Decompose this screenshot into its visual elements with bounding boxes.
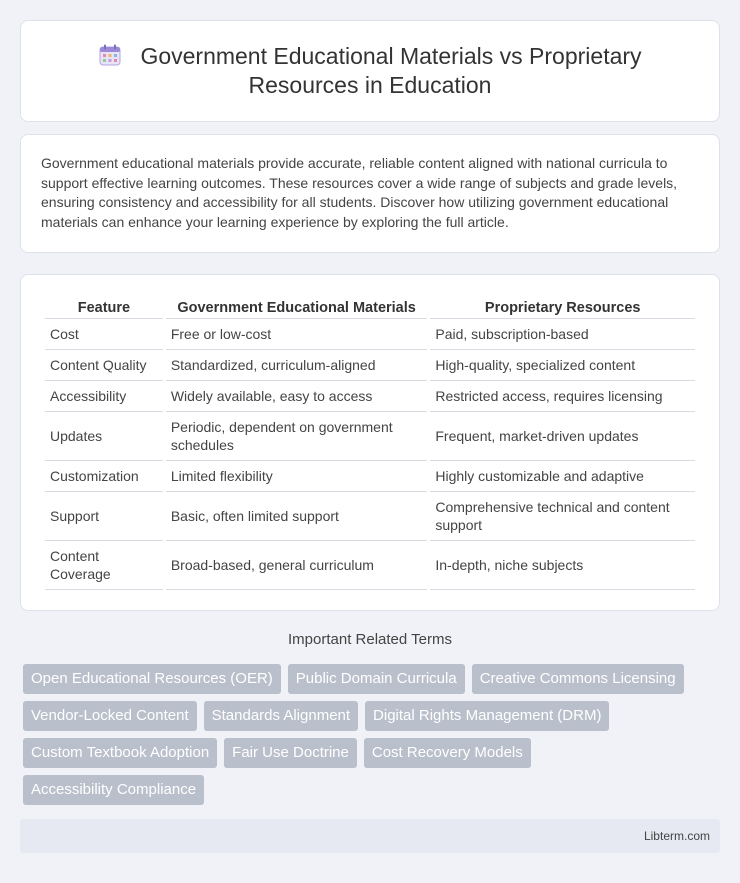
table-cell-government: Broad-based, general curriculum [166,541,428,590]
table-header-row [45,295,695,319]
table-row [45,381,695,412]
table-cell-proprietary: In-depth, niche subjects [430,541,695,590]
title-card [20,20,720,122]
table-cell-proprietary: Highly customizable and adaptive [430,461,695,492]
term-chip[interactable]: Digital Rights Management (DRM) [365,701,609,731]
term-chip[interactable]: Public Domain Curricula [288,664,465,694]
page-title-container [70,42,670,100]
table-cell-feature: Content Quality [45,350,163,381]
table-row [45,350,695,381]
term-chip[interactable]: Creative Commons Licensing [472,664,684,694]
intro-card [20,134,720,253]
table-header-government: Government Educational Materials [166,295,428,319]
table-cell-feature: Cost [45,319,163,350]
table-cell-proprietary: High-quality, specialized content [430,350,695,381]
table-row [45,492,695,541]
table-cell-government: Free or low-cost [166,319,428,350]
table-row [45,541,695,590]
table-cell-proprietary: Paid, subscription-based [430,319,695,350]
related-terms-heading: Important Related Terms [288,631,452,648]
table-cell-proprietary: Restricted access, requires licensing [430,381,695,412]
table-row [45,412,695,461]
intro-paragraph: Government educational materials provide accurate, reliable content aligned with national curricula to support effective learning outcomes. These resources cover a wide range of subjects and grade levels, ensuring consistency and accessibility for all students. Discover how utilizing government educational materials can enhance your learning experience by exploring the full article. [41,155,678,230]
table-header-feature: Feature [45,295,163,319]
table-cell-government: Limited flexibility [166,461,428,492]
table-cell-government: Basic, often limited support [166,492,428,541]
term-chip[interactable]: Vendor-Locked Content [23,701,197,731]
term-chip[interactable]: Fair Use Doctrine [224,738,357,768]
table-cell-feature: Content Coverage [45,541,163,590]
table-cell-proprietary: Comprehensive technical and content support [430,492,695,541]
term-chip[interactable]: Standards Alignment [204,701,358,731]
table-cell-government: Standardized, curriculum-aligned [166,350,428,381]
comparison-table-card [20,274,720,611]
term-chip[interactable]: Open Educational Resources (OER) [23,664,281,694]
table-cell-feature: Accessibility [45,381,163,412]
table-cell-proprietary: Frequent, market-driven updates [430,412,695,461]
calendar-icon [98,43,122,67]
page-title: Government Educational Materials vs Proprietary Resources in Education [140,43,642,98]
table-cell-feature: Customization [45,461,163,492]
related-terms-list [23,664,723,812]
table-cell-feature: Updates [45,412,163,461]
table-row [45,319,695,350]
comparison-table [42,295,698,590]
term-chip[interactable]: Cost Recovery Models [364,738,531,768]
table-cell-feature: Support [45,492,163,541]
term-chip[interactable]: Accessibility Compliance [23,775,204,805]
term-chip[interactable]: Custom Textbook Adoption [23,738,217,768]
table-header-proprietary: Proprietary Resources [430,295,695,319]
table-cell-government: Widely available, easy to access [166,381,428,412]
table-row [45,461,695,492]
footer-site-link[interactable]: Libterm.com [643,829,710,843]
footer-bar [20,819,720,853]
table-cell-government: Periodic, dependent on government schedules [166,412,428,461]
